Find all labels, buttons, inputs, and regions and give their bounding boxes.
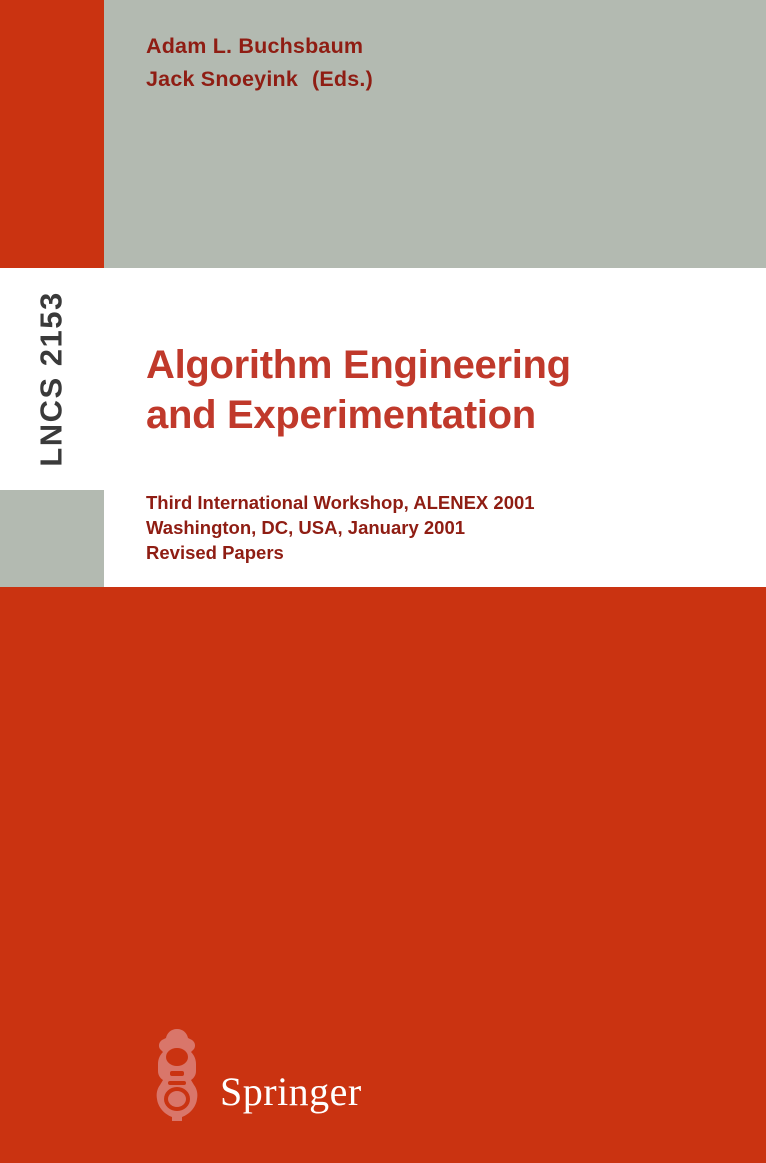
springer-knight-icon: [146, 1027, 208, 1123]
book-subtitle: [146, 490, 756, 565]
book-subtitle-line-1: Third International Workshop, ALENEX 2001: [146, 492, 535, 513]
spine-block-red-top: [0, 0, 104, 268]
spine-block-red-bottom: [0, 587, 104, 1163]
publisher-name: Springer: [220, 1069, 362, 1114]
spine-column: [0, 0, 104, 1163]
book-subtitle-line-3: Revised Papers: [146, 542, 284, 563]
editor-name-1: Adam L. Buchsbaum: [146, 34, 364, 58]
book-title: [146, 340, 756, 440]
series-spine-label-text: LNCS 2153: [34, 291, 69, 467]
editor-name-2-row: [146, 67, 746, 92]
editors-block: [146, 34, 746, 100]
spine-block-grey: [0, 490, 104, 587]
editors-role-suffix: (Eds.): [312, 67, 373, 91]
book-subtitle-line-2: Washington, DC, USA, January 2001: [146, 517, 466, 538]
cover-main-area: [104, 0, 766, 1163]
series-spine-label: [0, 268, 104, 490]
book-title-line-1: Algorithm Engineering: [146, 343, 571, 387]
book-title-line-2: and Experimentation: [146, 393, 536, 437]
publisher-block: [146, 1027, 362, 1123]
editor-name-2: Jack Snoeyink: [146, 67, 298, 91]
